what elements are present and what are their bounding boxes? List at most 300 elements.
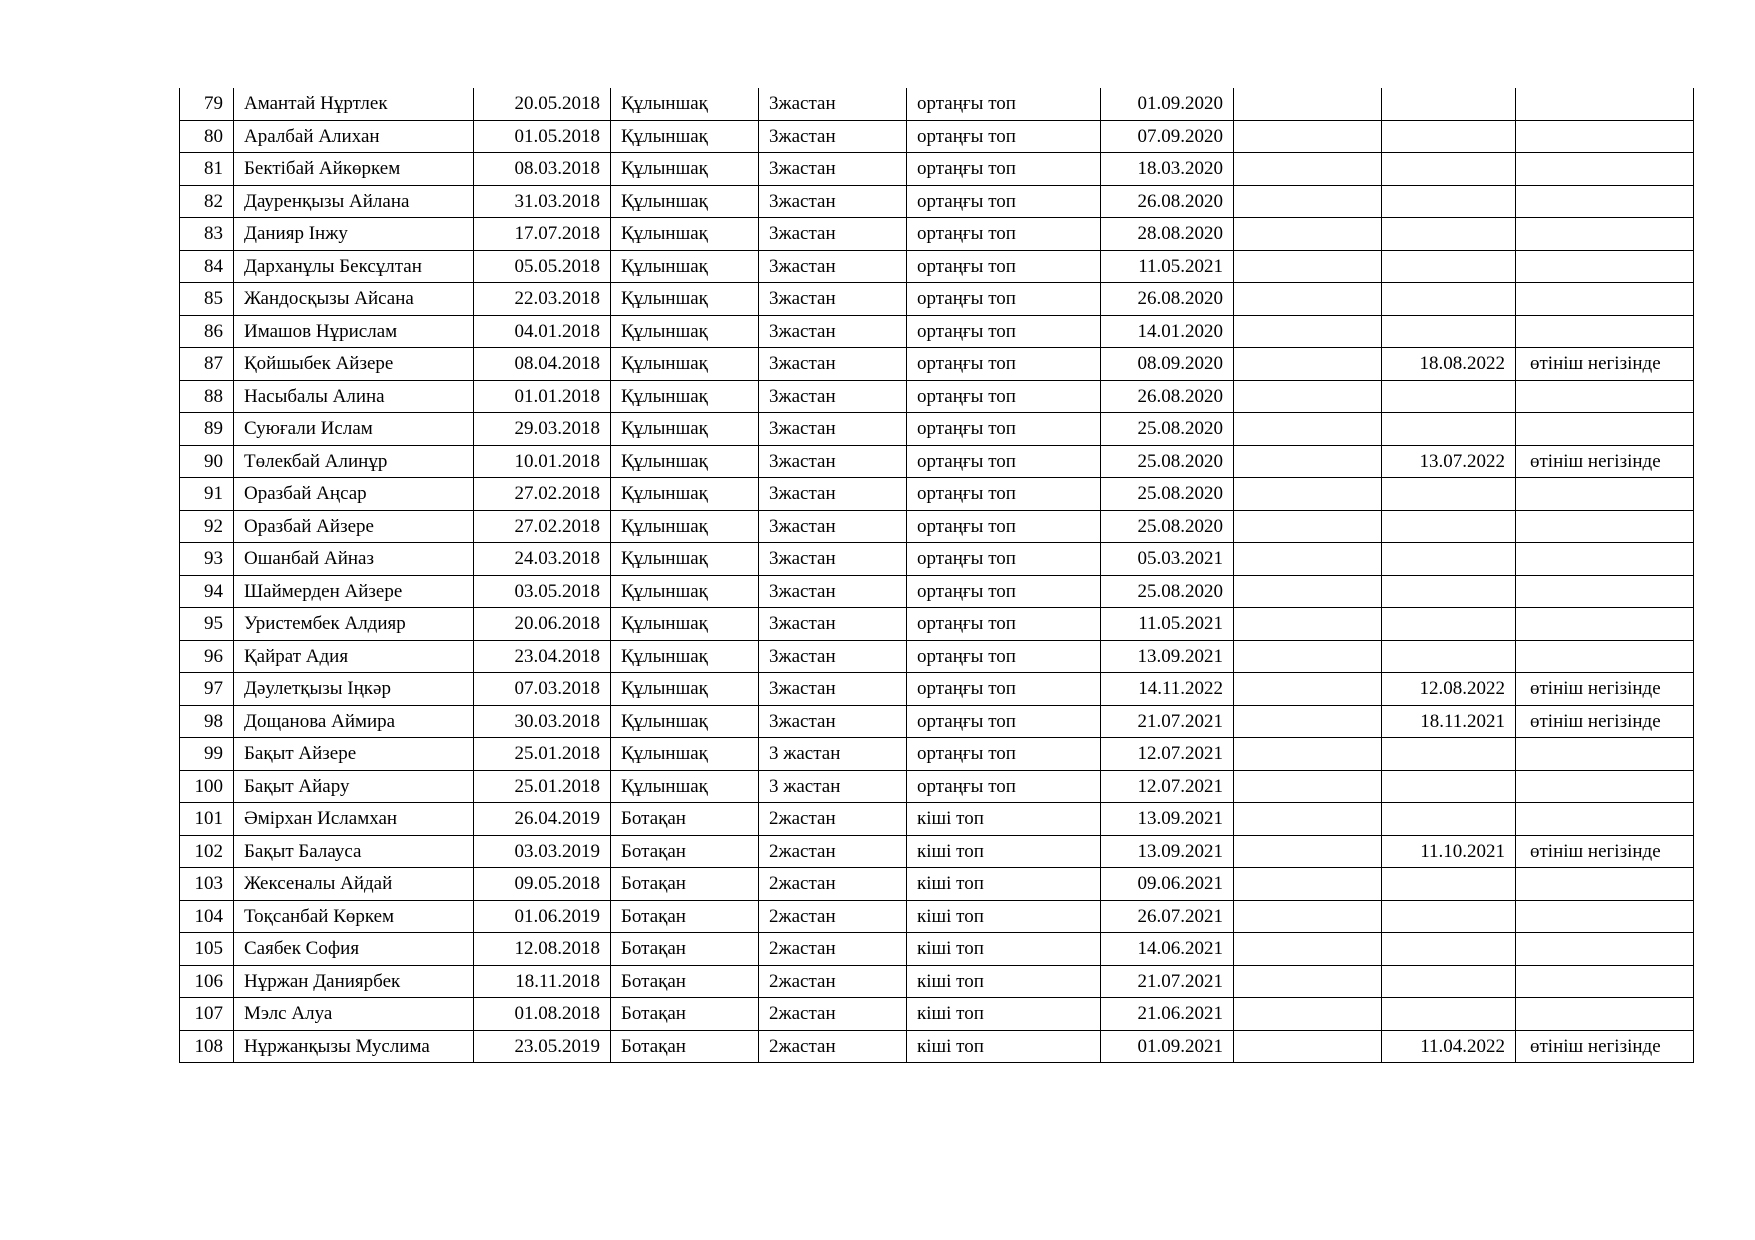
table-row: [180, 673, 1694, 706]
birth-date-cell: 01.01.2018: [474, 380, 611, 413]
row-number-cell: 94: [180, 575, 234, 608]
child-name-cell: Төлекбай Алинұр: [234, 445, 474, 478]
table-row: [180, 445, 1694, 478]
enrollment-date-cell: 12.07.2021: [1101, 738, 1234, 771]
table-row: [180, 998, 1694, 1031]
group-level-cell: кіші топ: [907, 803, 1101, 836]
child-name-cell: Дарханұлы Бексұлтан: [234, 250, 474, 283]
row-number-cell: 98: [180, 705, 234, 738]
leave-reason-cell: өтініш негізінде: [1516, 673, 1694, 706]
child-name-cell: Данияр Інжу: [234, 218, 474, 251]
empty-cell: [1234, 738, 1382, 771]
birth-date-cell: 07.03.2018: [474, 673, 611, 706]
leave-reason-cell: [1516, 88, 1694, 120]
leave-date-cell: [1382, 738, 1516, 771]
group-name-cell: Құлыншақ: [611, 185, 759, 218]
child-name-cell: Аралбай Алихан: [234, 120, 474, 153]
enrollment-date-cell: 07.09.2020: [1101, 120, 1234, 153]
row-number-cell: 81: [180, 153, 234, 186]
leave-date-cell: [1382, 510, 1516, 543]
row-number-cell: 95: [180, 608, 234, 641]
leave-reason-cell: өтініш негізінде: [1516, 1030, 1694, 1063]
age-cell: 2жастан: [759, 933, 907, 966]
leave-reason-cell: өтініш негізінде: [1516, 348, 1694, 381]
table-row: [180, 575, 1694, 608]
table-row: [180, 283, 1694, 316]
leave-date-cell: [1382, 250, 1516, 283]
row-number-cell: 105: [180, 933, 234, 966]
age-cell: 2жастан: [759, 868, 907, 901]
table-row: [180, 153, 1694, 186]
table-row: [180, 770, 1694, 803]
child-name-cell: Бақыт Айзере: [234, 738, 474, 771]
row-number-cell: 103: [180, 868, 234, 901]
group-level-cell: ортаңғы топ: [907, 510, 1101, 543]
group-level-cell: ортаңғы топ: [907, 218, 1101, 251]
leave-reason-cell: өтініш негізінде: [1516, 705, 1694, 738]
leave-date-cell: [1382, 380, 1516, 413]
group-level-cell: ортаңғы топ: [907, 575, 1101, 608]
age-cell: 2жастан: [759, 803, 907, 836]
leave-date-cell: 11.10.2021: [1382, 835, 1516, 868]
group-level-cell: ортаңғы топ: [907, 380, 1101, 413]
group-name-cell: Құлыншақ: [611, 88, 759, 120]
row-number-cell: 92: [180, 510, 234, 543]
group-name-cell: Ботақан: [611, 1030, 759, 1063]
enrollment-date-cell: 05.03.2021: [1101, 543, 1234, 576]
leave-reason-cell: өтініш негізінде: [1516, 835, 1694, 868]
group-level-cell: кіші топ: [907, 835, 1101, 868]
empty-cell: [1234, 803, 1382, 836]
enrollment-date-cell: 26.07.2021: [1101, 900, 1234, 933]
table-body: [180, 88, 1694, 1063]
group-level-cell: ортаңғы топ: [907, 445, 1101, 478]
group-level-cell: ортаңғы топ: [907, 185, 1101, 218]
leave-reason-cell: [1516, 185, 1694, 218]
group-name-cell: Ботақан: [611, 835, 759, 868]
table-row: [180, 608, 1694, 641]
age-cell: 3 жастан: [759, 738, 907, 771]
group-name-cell: Құлыншақ: [611, 510, 759, 543]
child-name-cell: Мэлс Алуа: [234, 998, 474, 1031]
group-name-cell: Құлыншақ: [611, 445, 759, 478]
row-number-cell: 86: [180, 315, 234, 348]
leave-reason-cell: [1516, 900, 1694, 933]
empty-cell: [1234, 510, 1382, 543]
child-name-cell: Насыбалы Алина: [234, 380, 474, 413]
leave-date-cell: 13.07.2022: [1382, 445, 1516, 478]
table-row: [180, 835, 1694, 868]
leave-reason-cell: [1516, 250, 1694, 283]
birth-date-cell: 29.03.2018: [474, 413, 611, 446]
leave-date-cell: [1382, 900, 1516, 933]
enrollment-date-cell: 14.11.2022: [1101, 673, 1234, 706]
enrollment-date-cell: 21.07.2021: [1101, 705, 1234, 738]
leave-date-cell: [1382, 283, 1516, 316]
group-level-cell: ортаңғы топ: [907, 250, 1101, 283]
group-name-cell: Құлыншақ: [611, 640, 759, 673]
group-level-cell: ортаңғы топ: [907, 315, 1101, 348]
row-number-cell: 99: [180, 738, 234, 771]
group-name-cell: Құлыншақ: [611, 543, 759, 576]
group-name-cell: Құлыншақ: [611, 738, 759, 771]
row-number-cell: 85: [180, 283, 234, 316]
enrollment-date-cell: 28.08.2020: [1101, 218, 1234, 251]
group-level-cell: ортаңғы топ: [907, 120, 1101, 153]
enrollment-date-cell: 09.06.2021: [1101, 868, 1234, 901]
birth-date-cell: 05.05.2018: [474, 250, 611, 283]
child-name-cell: Қайрат Адия: [234, 640, 474, 673]
empty-cell: [1234, 608, 1382, 641]
empty-cell: [1234, 900, 1382, 933]
group-level-cell: ортаңғы топ: [907, 88, 1101, 120]
group-level-cell: ортаңғы топ: [907, 348, 1101, 381]
enrollment-date-cell: 18.03.2020: [1101, 153, 1234, 186]
age-cell: 3жастан: [759, 283, 907, 316]
age-cell: 3жастан: [759, 250, 907, 283]
birth-date-cell: 09.05.2018: [474, 868, 611, 901]
leave-date-cell: [1382, 543, 1516, 576]
table-row: [180, 88, 1694, 120]
age-cell: 3жастан: [759, 673, 907, 706]
group-name-cell: Ботақан: [611, 900, 759, 933]
enrollment-date-cell: 21.07.2021: [1101, 965, 1234, 998]
group-name-cell: Құлыншақ: [611, 120, 759, 153]
leave-date-cell: [1382, 868, 1516, 901]
child-name-cell: Амантай Нұртлек: [234, 88, 474, 120]
empty-cell: [1234, 283, 1382, 316]
group-name-cell: Құлыншақ: [611, 770, 759, 803]
empty-cell: [1234, 478, 1382, 511]
empty-cell: [1234, 575, 1382, 608]
leave-reason-cell: өтініш негізінде: [1516, 445, 1694, 478]
empty-cell: [1234, 348, 1382, 381]
age-cell: 2жастан: [759, 900, 907, 933]
empty-cell: [1234, 185, 1382, 218]
child-name-cell: Суюғали Ислам: [234, 413, 474, 446]
group-name-cell: Құлыншақ: [611, 575, 759, 608]
row-number-cell: 100: [180, 770, 234, 803]
group-level-cell: кіші топ: [907, 1030, 1101, 1063]
empty-cell: [1234, 413, 1382, 446]
leave-date-cell: [1382, 185, 1516, 218]
birth-date-cell: 01.06.2019: [474, 900, 611, 933]
age-cell: 3жастан: [759, 153, 907, 186]
table-row: [180, 965, 1694, 998]
empty-cell: [1234, 640, 1382, 673]
birth-date-cell: 12.08.2018: [474, 933, 611, 966]
empty-cell: [1234, 120, 1382, 153]
group-level-cell: ортаңғы топ: [907, 153, 1101, 186]
empty-cell: [1234, 445, 1382, 478]
empty-cell: [1234, 543, 1382, 576]
empty-cell: [1234, 868, 1382, 901]
leave-reason-cell: [1516, 543, 1694, 576]
group-name-cell: Құлыншақ: [611, 608, 759, 641]
table-row: [180, 185, 1694, 218]
birth-date-cell: 08.04.2018: [474, 348, 611, 381]
table-row: [180, 1030, 1694, 1063]
group-level-cell: кіші топ: [907, 965, 1101, 998]
group-name-cell: Ботақан: [611, 868, 759, 901]
row-number-cell: 101: [180, 803, 234, 836]
group-level-cell: ортаңғы топ: [907, 283, 1101, 316]
table-row: [180, 218, 1694, 251]
row-number-cell: 93: [180, 543, 234, 576]
enrollment-date-cell: 08.09.2020: [1101, 348, 1234, 381]
leave-reason-cell: [1516, 283, 1694, 316]
child-name-cell: Жандосқызы Айсана: [234, 283, 474, 316]
leave-reason-cell: [1516, 315, 1694, 348]
empty-cell: [1234, 998, 1382, 1031]
leave-reason-cell: [1516, 998, 1694, 1031]
child-name-cell: Саябек София: [234, 933, 474, 966]
birth-date-cell: 25.01.2018: [474, 770, 611, 803]
age-cell: 3жастан: [759, 705, 907, 738]
age-cell: 3жастан: [759, 478, 907, 511]
table-row: [180, 250, 1694, 283]
enrollment-date-cell: 26.08.2020: [1101, 283, 1234, 316]
group-level-cell: ортаңғы топ: [907, 608, 1101, 641]
table-row: [180, 640, 1694, 673]
enrollment-table: [179, 88, 1694, 1063]
birth-date-cell: 24.03.2018: [474, 543, 611, 576]
birth-date-cell: 31.03.2018: [474, 185, 611, 218]
child-name-cell: Оразбай Айзере: [234, 510, 474, 543]
row-number-cell: 84: [180, 250, 234, 283]
table-row: [180, 705, 1694, 738]
child-name-cell: Тоқсанбай Көркем: [234, 900, 474, 933]
group-level-cell: ортаңғы топ: [907, 673, 1101, 706]
enrollment-date-cell: 12.07.2021: [1101, 770, 1234, 803]
age-cell: 3жастан: [759, 445, 907, 478]
empty-cell: [1234, 770, 1382, 803]
leave-reason-cell: [1516, 640, 1694, 673]
empty-cell: [1234, 965, 1382, 998]
birth-date-cell: 27.02.2018: [474, 510, 611, 543]
empty-cell: [1234, 933, 1382, 966]
leave-date-cell: [1382, 640, 1516, 673]
row-number-cell: 88: [180, 380, 234, 413]
birth-date-cell: 03.05.2018: [474, 575, 611, 608]
empty-cell: [1234, 88, 1382, 120]
age-cell: 3жастан: [759, 120, 907, 153]
age-cell: 3жастан: [759, 608, 907, 641]
group-level-cell: ортаңғы топ: [907, 770, 1101, 803]
group-level-cell: кіші топ: [907, 933, 1101, 966]
birth-date-cell: 25.01.2018: [474, 738, 611, 771]
enrollment-date-cell: 01.09.2020: [1101, 88, 1234, 120]
leave-date-cell: [1382, 998, 1516, 1031]
row-number-cell: 97: [180, 673, 234, 706]
table-row: [180, 380, 1694, 413]
birth-date-cell: 26.04.2019: [474, 803, 611, 836]
group-level-cell: кіші топ: [907, 900, 1101, 933]
group-name-cell: Құлыншақ: [611, 413, 759, 446]
group-level-cell: ортаңғы топ: [907, 640, 1101, 673]
leave-reason-cell: [1516, 770, 1694, 803]
empty-cell: [1234, 380, 1382, 413]
birth-date-cell: 03.03.2019: [474, 835, 611, 868]
leave-date-cell: 18.08.2022: [1382, 348, 1516, 381]
enrollment-date-cell: 11.05.2021: [1101, 250, 1234, 283]
table-row: [180, 478, 1694, 511]
enrollment-date-cell: 25.08.2020: [1101, 413, 1234, 446]
enrollment-date-cell: 25.08.2020: [1101, 478, 1234, 511]
leave-date-cell: [1382, 413, 1516, 446]
group-level-cell: ортаңғы топ: [907, 705, 1101, 738]
leave-reason-cell: [1516, 218, 1694, 251]
enrollment-date-cell: 25.08.2020: [1101, 445, 1234, 478]
leave-date-cell: [1382, 478, 1516, 511]
age-cell: 3жастан: [759, 575, 907, 608]
empty-cell: [1234, 218, 1382, 251]
group-name-cell: Ботақан: [611, 965, 759, 998]
empty-cell: [1234, 705, 1382, 738]
table-row: [180, 315, 1694, 348]
child-name-cell: Жексеналы Айдай: [234, 868, 474, 901]
leave-reason-cell: [1516, 380, 1694, 413]
age-cell: 3жастан: [759, 380, 907, 413]
leave-date-cell: 11.04.2022: [1382, 1030, 1516, 1063]
group-name-cell: Құлыншақ: [611, 218, 759, 251]
leave-date-cell: [1382, 88, 1516, 120]
row-number-cell: 107: [180, 998, 234, 1031]
leave-reason-cell: [1516, 965, 1694, 998]
age-cell: 3жастан: [759, 640, 907, 673]
row-number-cell: 96: [180, 640, 234, 673]
birth-date-cell: 23.05.2019: [474, 1030, 611, 1063]
table-row: [180, 413, 1694, 446]
birth-date-cell: 20.05.2018: [474, 88, 611, 120]
empty-cell: [1234, 315, 1382, 348]
birth-date-cell: 04.01.2018: [474, 315, 611, 348]
group-name-cell: Құлыншақ: [611, 153, 759, 186]
row-number-cell: 83: [180, 218, 234, 251]
table-row: [180, 900, 1694, 933]
enrollment-date-cell: 13.09.2021: [1101, 640, 1234, 673]
birth-date-cell: 27.02.2018: [474, 478, 611, 511]
empty-cell: [1234, 250, 1382, 283]
leave-date-cell: [1382, 803, 1516, 836]
enrollment-date-cell: 21.06.2021: [1101, 998, 1234, 1031]
birth-date-cell: 18.11.2018: [474, 965, 611, 998]
leave-reason-cell: [1516, 478, 1694, 511]
age-cell: 3жастан: [759, 315, 907, 348]
group-level-cell: кіші топ: [907, 998, 1101, 1031]
leave-reason-cell: [1516, 153, 1694, 186]
table-row: [180, 738, 1694, 771]
child-name-cell: Дәулетқызы Іңкәр: [234, 673, 474, 706]
leave-reason-cell: [1516, 868, 1694, 901]
group-name-cell: Құлыншақ: [611, 283, 759, 316]
table-row: [180, 510, 1694, 543]
empty-cell: [1234, 153, 1382, 186]
leave-reason-cell: [1516, 413, 1694, 446]
row-number-cell: 91: [180, 478, 234, 511]
table-row: [180, 120, 1694, 153]
birth-date-cell: 08.03.2018: [474, 153, 611, 186]
child-name-cell: Оразбай Аңсар: [234, 478, 474, 511]
row-number-cell: 87: [180, 348, 234, 381]
group-level-cell: ортаңғы топ: [907, 543, 1101, 576]
child-name-cell: Бақыт Айару: [234, 770, 474, 803]
row-number-cell: 89: [180, 413, 234, 446]
child-name-cell: Нұржан Даниярбек: [234, 965, 474, 998]
leave-date-cell: 12.08.2022: [1382, 673, 1516, 706]
row-number-cell: 79: [180, 88, 234, 120]
child-name-cell: Бектібай Айкөркем: [234, 153, 474, 186]
birth-date-cell: 20.06.2018: [474, 608, 611, 641]
age-cell: 2жастан: [759, 965, 907, 998]
row-number-cell: 90: [180, 445, 234, 478]
child-name-cell: Нұржанқызы Муслима: [234, 1030, 474, 1063]
empty-cell: [1234, 1030, 1382, 1063]
child-name-cell: Шаймерден Айзере: [234, 575, 474, 608]
table-row: [180, 933, 1694, 966]
enrollment-date-cell: 25.08.2020: [1101, 510, 1234, 543]
child-name-cell: Әмірхан Исламхан: [234, 803, 474, 836]
birth-date-cell: 23.04.2018: [474, 640, 611, 673]
group-level-cell: ортаңғы топ: [907, 738, 1101, 771]
leave-date-cell: [1382, 575, 1516, 608]
row-number-cell: 80: [180, 120, 234, 153]
birth-date-cell: 22.03.2018: [474, 283, 611, 316]
age-cell: 3 жастан: [759, 770, 907, 803]
table-row: [180, 803, 1694, 836]
age-cell: 2жастан: [759, 835, 907, 868]
group-level-cell: кіші топ: [907, 868, 1101, 901]
leave-date-cell: [1382, 965, 1516, 998]
leave-reason-cell: [1516, 510, 1694, 543]
age-cell: 3жастан: [759, 88, 907, 120]
empty-cell: [1234, 673, 1382, 706]
leave-date-cell: [1382, 153, 1516, 186]
enrollment-date-cell: 11.05.2021: [1101, 608, 1234, 641]
row-number-cell: 106: [180, 965, 234, 998]
leave-date-cell: [1382, 315, 1516, 348]
age-cell: 3жастан: [759, 510, 907, 543]
table-row: [180, 348, 1694, 381]
child-name-cell: Дощанова Аймира: [234, 705, 474, 738]
group-name-cell: Ботақан: [611, 803, 759, 836]
group-name-cell: Құлыншақ: [611, 380, 759, 413]
child-name-cell: Бақыт Балауса: [234, 835, 474, 868]
group-name-cell: Құлыншақ: [611, 673, 759, 706]
leave-reason-cell: [1516, 608, 1694, 641]
leave-date-cell: [1382, 218, 1516, 251]
leave-date-cell: [1382, 933, 1516, 966]
group-name-cell: Ботақан: [611, 998, 759, 1031]
birth-date-cell: 10.01.2018: [474, 445, 611, 478]
leave-date-cell: 18.11.2021: [1382, 705, 1516, 738]
table-row: [180, 543, 1694, 576]
child-name-cell: Уристембек Алдияр: [234, 608, 474, 641]
leave-date-cell: [1382, 770, 1516, 803]
leave-date-cell: [1382, 120, 1516, 153]
birth-date-cell: 01.05.2018: [474, 120, 611, 153]
enrollment-date-cell: 14.06.2021: [1101, 933, 1234, 966]
group-name-cell: Құлыншақ: [611, 705, 759, 738]
row-number-cell: 108: [180, 1030, 234, 1063]
child-name-cell: Ошанбай Айназ: [234, 543, 474, 576]
birth-date-cell: 17.07.2018: [474, 218, 611, 251]
child-name-cell: Имашов Нұрислам: [234, 315, 474, 348]
empty-cell: [1234, 835, 1382, 868]
child-name-cell: Қойшыбек Айзере: [234, 348, 474, 381]
birth-date-cell: 01.08.2018: [474, 998, 611, 1031]
age-cell: 2жастан: [759, 998, 907, 1031]
